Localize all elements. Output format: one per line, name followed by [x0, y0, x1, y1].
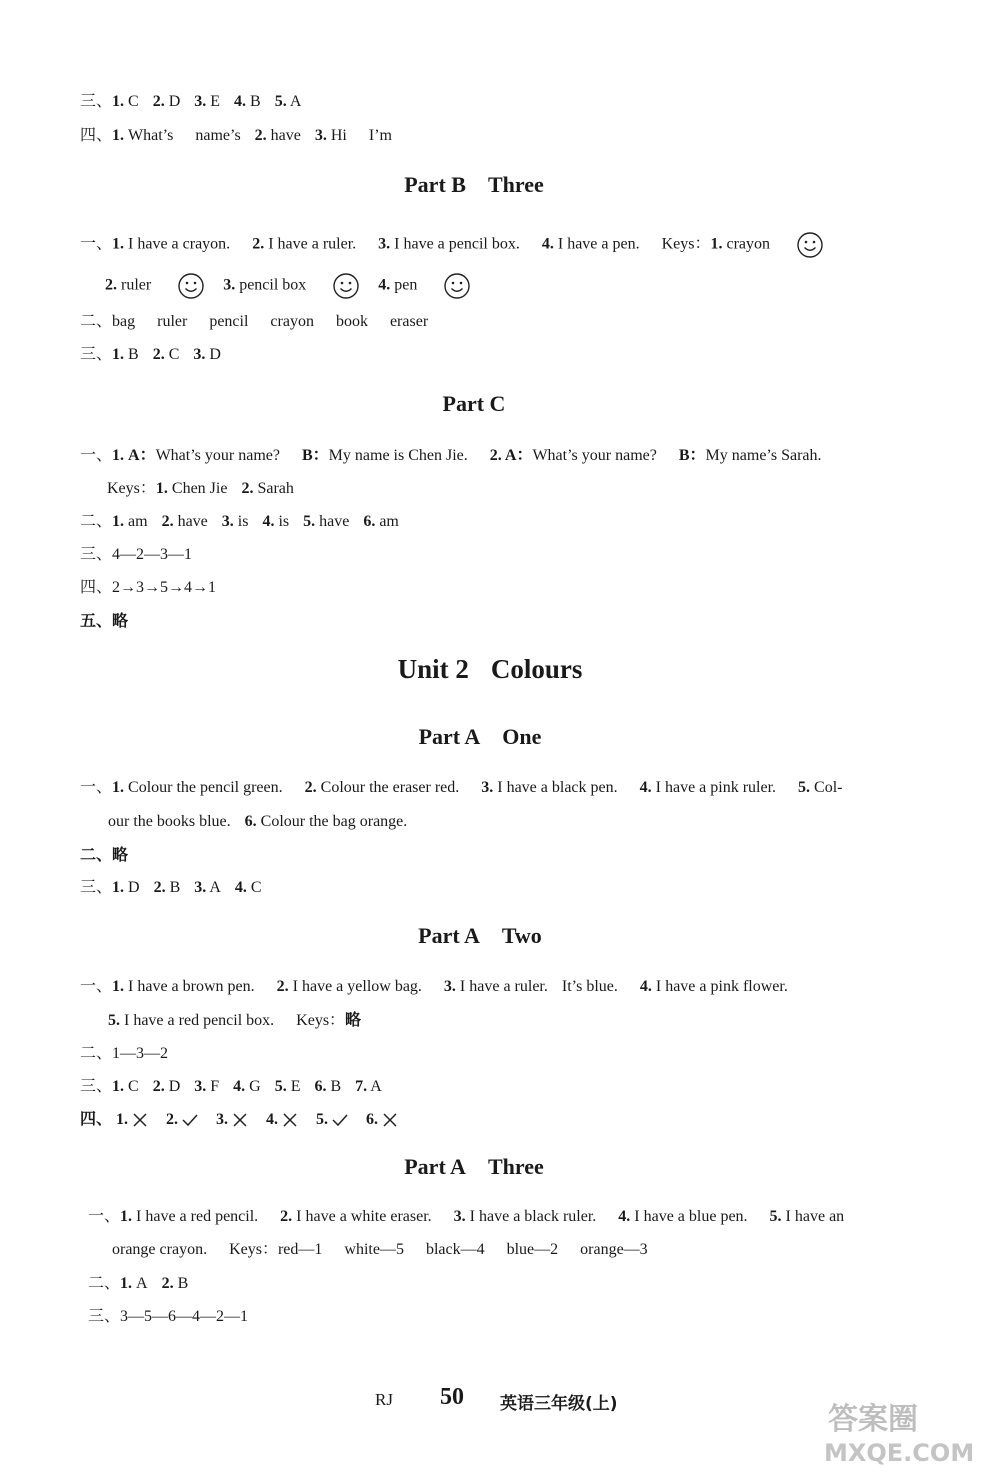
- edition-label: RJ: [375, 1390, 393, 1409]
- answer-line: 5. I have a red pencil box. Keys：略: [108, 1012, 362, 1029]
- cross-mark-icon: [132, 1112, 148, 1128]
- answer-line: 三、1. D 2. B 3. A 4. C: [80, 879, 262, 896]
- answer-line: 2. ruler 3. pencil box 4. pen: [105, 272, 471, 300]
- answer-line: 二、略: [80, 847, 129, 864]
- section-heading: Part B Three: [404, 172, 544, 197]
- answer-line: 五、略: [80, 613, 129, 630]
- answer-line: 四、 1. 2. 3. 4. 5. 6.: [80, 1110, 398, 1130]
- page-number: 50: [440, 1384, 464, 1410]
- answer-line: 一、1. I have a brown pen. 2. I have a yellow bag. 3. I have a ruler. It’s blue. 4. I have a pink flower.: [80, 978, 788, 995]
- section-heading: Part A One: [418, 724, 542, 749]
- smiley-face-icon: [796, 231, 824, 259]
- cross-mark-icon: [382, 1112, 398, 1128]
- answer-line: 一、1. I have a red pencil. 2. I have a white eraser. 3. I have a black ruler. 4. I have a blue pen. 5. I have an: [88, 1208, 845, 1225]
- answer-line: 二、1—3—2: [80, 1045, 169, 1062]
- smiley-face-icon: [177, 272, 205, 300]
- answer-line: 三、1. B 2. C 3. D: [80, 346, 221, 363]
- answer-line: 一、1. I have a crayon. 2. I have a ruler. 3. I have a pencil box. 4. I have a pen. Keys：1. crayon: [80, 231, 824, 259]
- cross-mark-icon: [232, 1112, 248, 1128]
- smiley-face-icon: [332, 272, 360, 300]
- answer-line: Keys：1. Chen Jie 2. Sarah: [107, 480, 294, 497]
- watermark-top-text: 答案圈: [828, 1402, 918, 1437]
- answer-line: 二、bag ruler pencil crayon book eraser: [80, 313, 429, 330]
- answer-line: 三、1. C 2. D 3. E 4. B 5. A: [80, 93, 302, 110]
- answer-line: 三、3—5—6—4—2—1: [88, 1308, 249, 1325]
- check-mark-icon: [332, 1112, 348, 1128]
- section-heading: Part A Two: [418, 923, 542, 948]
- answer-line: 四、2→3→5→4→1: [80, 579, 217, 596]
- answer-line: 三、4—2—3—1: [80, 546, 193, 563]
- answer-line: 四、1. What’s name’s 2. have 3. Hi I’m: [80, 127, 392, 144]
- answer-line: 二、1. A 2. B: [88, 1275, 189, 1292]
- answer-line: 一、1. A：What’s your name? B：My name is Chen Jie. 2. A：What’s your name? B：My name’s Sarah.: [80, 447, 822, 464]
- answer-line: our the books blue. 6. Colour the bag orange.: [108, 813, 408, 830]
- section-heading: Part C: [442, 391, 506, 416]
- answer-line: orange crayon. Keys：red—1 white—5 black—4 blue—2 orange—3: [112, 1241, 648, 1258]
- answer-line: 一、1. Colour the pencil green. 2. Colour the eraser red. 3. I have a black pen. 4. I have a pink ruler. 5. Col-: [80, 779, 843, 796]
- subject-label: 英语三年级(上): [500, 1394, 618, 1414]
- smiley-face-icon: [443, 272, 471, 300]
- watermark-graphic: [818, 1389, 988, 1469]
- cross-mark-icon: [282, 1112, 298, 1128]
- watermark-bottom-text: MXQE.COM: [824, 1439, 975, 1467]
- section-heading: Part A Three: [404, 1154, 544, 1179]
- answer-line: 三、1. C 2. D 3. F 4. G 5. E 6. B 7. A: [80, 1078, 382, 1095]
- unit-heading: Unit 2 Colours: [397, 654, 583, 684]
- answer-line: 二、1. am 2. have 3. is 4. is 5. have 6. am: [80, 513, 399, 530]
- watermark-logo: [818, 1389, 988, 1474]
- check-mark-icon: [182, 1112, 198, 1128]
